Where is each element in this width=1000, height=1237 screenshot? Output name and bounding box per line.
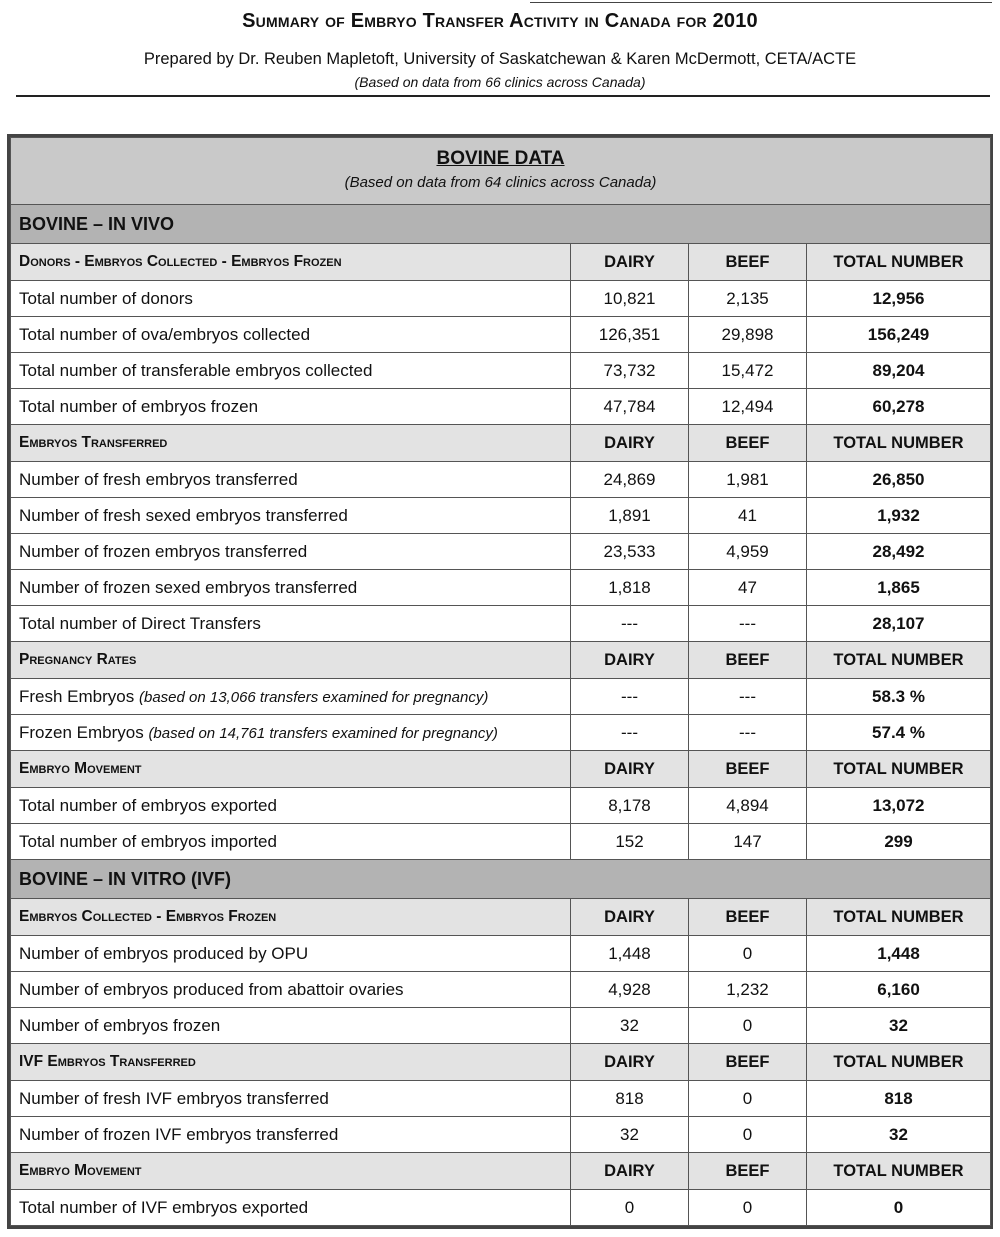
row-label: Number of embryos produced by OPU <box>19 943 309 963</box>
table-row <box>11 936 991 972</box>
beef-value: 1,981 <box>689 462 807 498</box>
row-label-cell <box>11 389 571 425</box>
total-value: 60,278 <box>807 389 991 425</box>
dairy-value: --- <box>571 715 689 751</box>
column-header-beef: BEEF <box>689 751 807 788</box>
table-banner <box>11 138 991 205</box>
beef-value: --- <box>689 679 807 715</box>
total-value: 28,107 <box>807 606 991 642</box>
column-header-dairy: DAIRY <box>571 1153 689 1190</box>
beef-value: 0 <box>689 936 807 972</box>
group-title: Embryos Transferred <box>11 425 571 462</box>
table-row <box>11 534 991 570</box>
row-label: Number of fresh embryos transferred <box>19 469 298 489</box>
group-title: Donors - Embryos Collected - Embryos Frozen <box>11 244 571 281</box>
row-label-cell <box>11 1008 571 1044</box>
beef-value: 0 <box>689 1081 807 1117</box>
group-title: Embryo Movement <box>11 751 571 788</box>
row-label-cell <box>11 1117 571 1153</box>
section-header <box>11 205 991 244</box>
column-header-dairy: DAIRY <box>571 899 689 936</box>
column-header-dairy: DAIRY <box>571 425 689 462</box>
group-header-row <box>11 244 991 281</box>
beef-value: 147 <box>689 824 807 860</box>
row-label: Total number of embryos imported <box>19 831 277 851</box>
document-header <box>0 0 1000 96</box>
dairy-value: 152 <box>571 824 689 860</box>
row-label-cell <box>11 570 571 606</box>
row-label-cell <box>11 824 571 860</box>
table-row <box>11 281 991 317</box>
column-header-dairy: DAIRY <box>571 751 689 788</box>
column-header-dairy: DAIRY <box>571 642 689 679</box>
total-value: 26,850 <box>807 462 991 498</box>
table-row <box>11 389 991 425</box>
dairy-value: 1,448 <box>571 936 689 972</box>
column-header-beef: BEEF <box>689 642 807 679</box>
group-header-row <box>11 642 991 679</box>
beef-value: 12,494 <box>689 389 807 425</box>
beef-value: 0 <box>689 1190 807 1226</box>
column-header-beef: BEEF <box>689 1153 807 1190</box>
dairy-value: 818 <box>571 1081 689 1117</box>
table-row <box>11 1081 991 1117</box>
dairy-value: 23,533 <box>571 534 689 570</box>
table-row <box>11 606 991 642</box>
row-label: Total number of IVF embryos exported <box>19 1197 309 1217</box>
row-label-cell <box>11 1081 571 1117</box>
total-value: 32 <box>807 1008 991 1044</box>
total-value: 156,249 <box>807 317 991 353</box>
dairy-value: 73,732 <box>571 353 689 389</box>
dairy-value: --- <box>571 606 689 642</box>
dairy-value: 126,351 <box>571 317 689 353</box>
row-label: Total number of embryos exported <box>19 795 277 815</box>
dairy-value: 47,784 <box>571 389 689 425</box>
column-header-total: TOTAL NUMBER <box>807 751 991 788</box>
table-row <box>11 824 991 860</box>
table-row <box>11 498 991 534</box>
row-label: Number of frozen embryos transferred <box>19 541 308 561</box>
row-label-cell <box>11 534 571 570</box>
group-title: IVF Embryos Transferred <box>11 1044 571 1081</box>
header-rule <box>16 95 990 97</box>
total-value: 0 <box>807 1190 991 1226</box>
column-header-total: TOTAL NUMBER <box>807 1153 991 1190</box>
row-label-cell <box>11 462 571 498</box>
beef-value: 1,232 <box>689 972 807 1008</box>
row-label: Fresh Embryos <box>19 686 135 706</box>
table-row <box>11 715 991 751</box>
row-label: Number of embryos produced from abattoir ovaries <box>19 979 404 999</box>
row-label-cell <box>11 788 571 824</box>
row-note: (based on 14,761 transfers examined for pregnancy) <box>148 724 498 742</box>
section-title: BOVINE – IN VITRO (IVF) <box>11 860 991 899</box>
total-value: 32 <box>807 1117 991 1153</box>
column-header-beef: BEEF <box>689 425 807 462</box>
dairy-value: 1,891 <box>571 498 689 534</box>
prepared-by: Prepared by Dr. Reuben Mapletoft, University of Saskatchewan & Karen McDermott, CETA/ACTE <box>143 50 857 68</box>
row-label-cell <box>11 317 571 353</box>
dairy-value: 32 <box>571 1117 689 1153</box>
column-header-total: TOTAL NUMBER <box>807 425 991 462</box>
dairy-value: 4,928 <box>571 972 689 1008</box>
column-header-total: TOTAL NUMBER <box>807 1044 991 1081</box>
group-title: Embryos Collected - Embryos Frozen <box>11 899 571 936</box>
dairy-value: 10,821 <box>571 281 689 317</box>
table-row <box>11 462 991 498</box>
row-label-cell <box>11 972 571 1008</box>
row-label: Total number of donors <box>19 288 193 308</box>
row-label: Number of fresh sexed embryos transferred <box>19 505 348 525</box>
column-header-beef: BEEF <box>689 1044 807 1081</box>
row-label-cell <box>11 498 571 534</box>
column-header-beef: BEEF <box>689 899 807 936</box>
group-header-row <box>11 751 991 788</box>
dairy-value: 8,178 <box>571 788 689 824</box>
total-value: 89,204 <box>807 353 991 389</box>
beef-value: 4,959 <box>689 534 807 570</box>
group-header-row <box>11 425 991 462</box>
row-label: Number of embryos frozen <box>19 1015 221 1035</box>
section-title: BOVINE – IN VIVO <box>11 205 991 244</box>
banner-subtitle: (Based on data from 64 clinics across Canada) <box>344 174 657 191</box>
page-title: Summary of Embryo Transfer Activity in Canada for 2010 <box>242 10 758 32</box>
row-label: Total number of transferable embryos collected <box>19 360 373 380</box>
table-row <box>11 1117 991 1153</box>
beef-value: 29,898 <box>689 317 807 353</box>
top-rule <box>530 2 992 3</box>
total-value: 818 <box>807 1081 991 1117</box>
row-label-cell <box>11 936 571 972</box>
row-label: Total number of Direct Transfers <box>19 613 261 633</box>
total-value: 12,956 <box>807 281 991 317</box>
table-row <box>11 317 991 353</box>
table-row <box>11 1190 991 1226</box>
table-row <box>11 972 991 1008</box>
row-label-cell <box>11 715 571 751</box>
row-label-cell <box>11 679 571 715</box>
column-header-total: TOTAL NUMBER <box>807 899 991 936</box>
total-value: 13,072 <box>807 788 991 824</box>
row-label: Number of frozen IVF embryos transferred <box>19 1124 339 1144</box>
total-value: 1,932 <box>807 498 991 534</box>
group-header-row <box>11 899 991 936</box>
table-row <box>11 1008 991 1044</box>
beef-value: 0 <box>689 1008 807 1044</box>
column-header-total: TOTAL NUMBER <box>807 642 991 679</box>
total-value: 1,448 <box>807 936 991 972</box>
dairy-value: 1,818 <box>571 570 689 606</box>
total-value: 1,865 <box>807 570 991 606</box>
row-note: (based on 13,066 transfers examined for pregnancy) <box>138 688 489 706</box>
dairy-value: --- <box>571 679 689 715</box>
column-header-dairy: DAIRY <box>571 1044 689 1081</box>
column-header-beef: BEEF <box>689 244 807 281</box>
total-value: 299 <box>807 824 991 860</box>
group-title: Embryo Movement <box>11 1153 571 1190</box>
total-value: 57.4 % <box>807 715 991 751</box>
dairy-value: 0 <box>571 1190 689 1226</box>
row-label: Total number of ova/embryos collected <box>19 324 311 344</box>
total-value: 58.3 % <box>807 679 991 715</box>
table-row <box>11 353 991 389</box>
row-label: Number of frozen sexed embryos transferred <box>19 577 358 597</box>
beef-value: 41 <box>689 498 807 534</box>
table-row <box>11 679 991 715</box>
banner-title: BOVINE DATA <box>436 148 565 169</box>
row-label: Total number of embryos frozen <box>19 396 259 416</box>
row-label: Number of fresh IVF embryos transferred <box>19 1088 329 1108</box>
beef-value: 15,472 <box>689 353 807 389</box>
beef-value: 47 <box>689 570 807 606</box>
column-header-total: TOTAL NUMBER <box>807 244 991 281</box>
group-header-row <box>11 1044 991 1081</box>
row-label-cell <box>11 1190 571 1226</box>
dairy-value: 32 <box>571 1008 689 1044</box>
total-value: 6,160 <box>807 972 991 1008</box>
bovine-data-table <box>7 134 993 1229</box>
beef-value: --- <box>689 606 807 642</box>
dairy-value: 24,869 <box>571 462 689 498</box>
group-title: Pregnancy Rates <box>11 642 571 679</box>
table-row <box>11 788 991 824</box>
data-basis-note: (Based on data from 66 clinics across Canada) <box>354 74 646 90</box>
beef-value: 0 <box>689 1117 807 1153</box>
table-row <box>11 570 991 606</box>
row-label-cell <box>11 606 571 642</box>
total-value: 28,492 <box>807 534 991 570</box>
row-label: Frozen Embryos <box>19 722 144 742</box>
beef-value: 4,894 <box>689 788 807 824</box>
beef-value: --- <box>689 715 807 751</box>
row-label-cell <box>11 353 571 389</box>
section-header <box>11 860 991 899</box>
beef-value: 2,135 <box>689 281 807 317</box>
group-header-row <box>11 1153 991 1190</box>
column-header-dairy: DAIRY <box>571 244 689 281</box>
row-label-cell <box>11 281 571 317</box>
